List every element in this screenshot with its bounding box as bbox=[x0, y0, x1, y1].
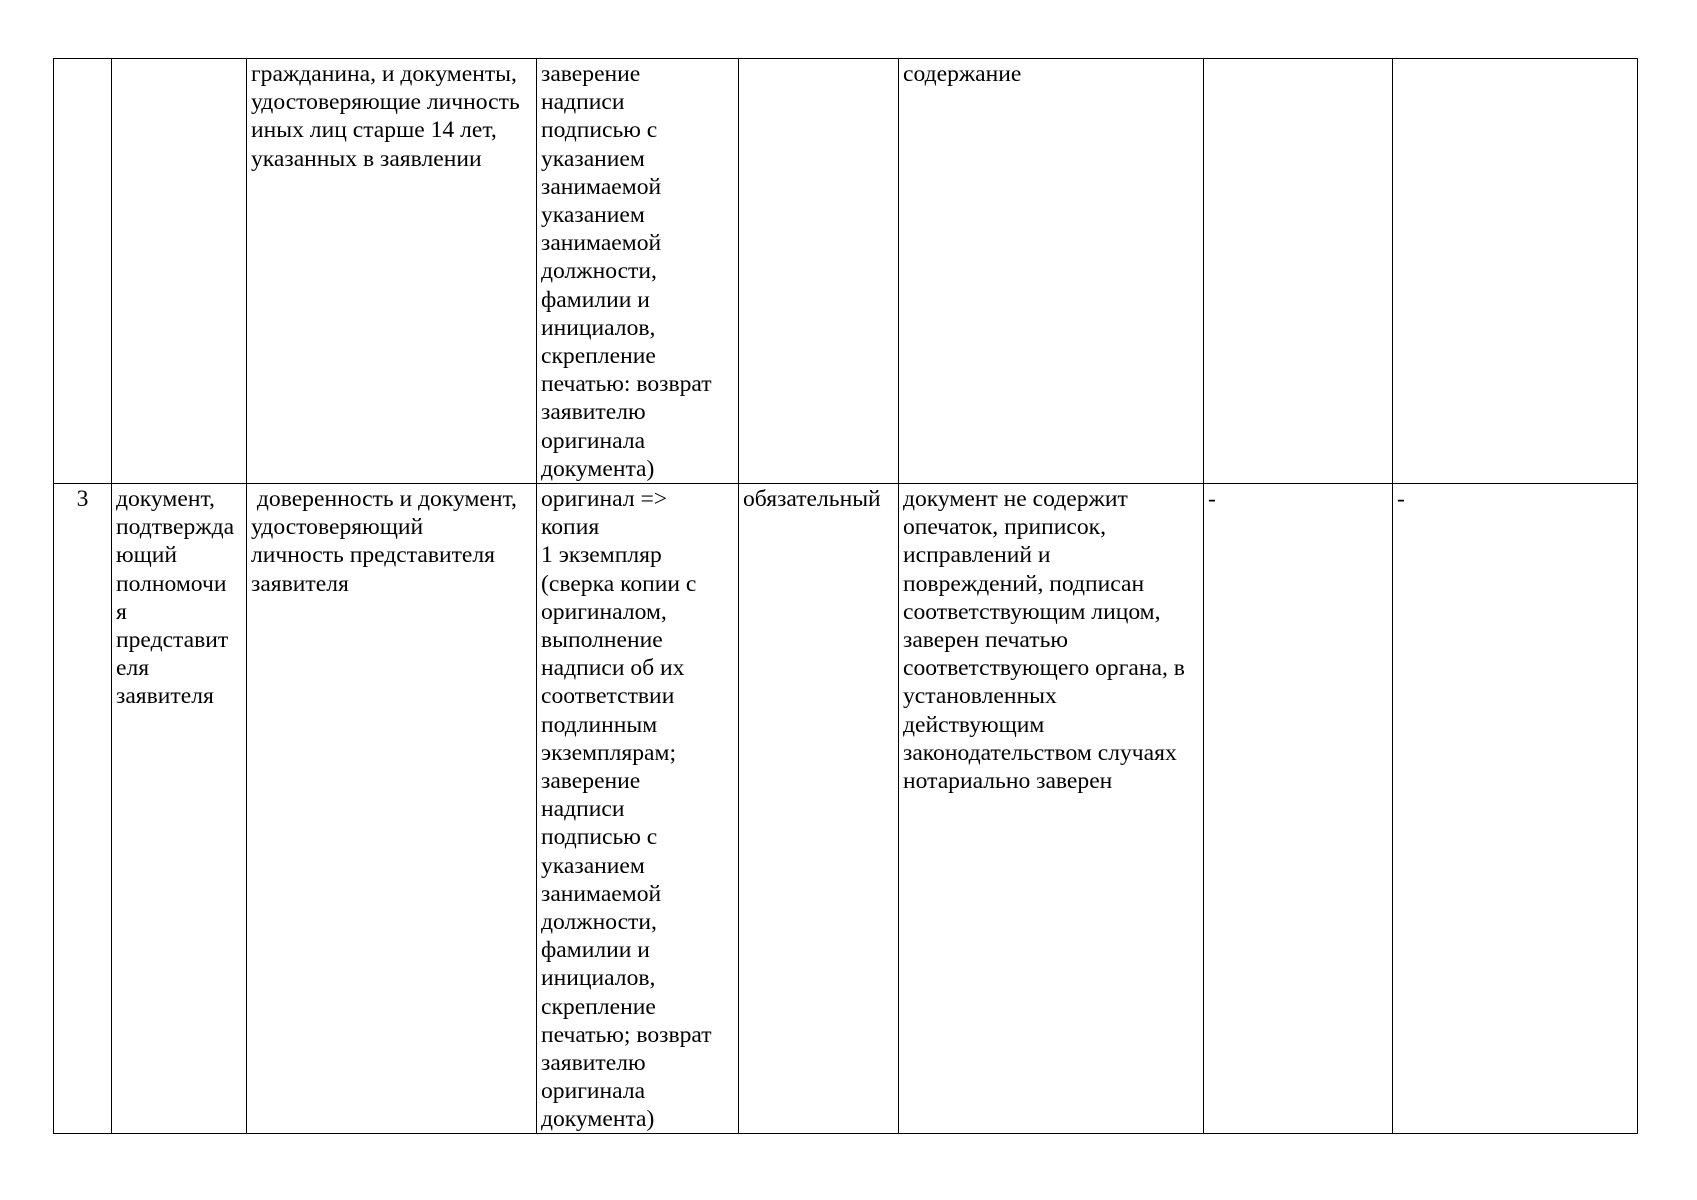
cell-text-line: занимаемой bbox=[541, 880, 662, 907]
cell-row1-sample bbox=[1393, 59, 1638, 484]
cell-text-line: документ не содержит bbox=[903, 486, 1128, 512]
cell-text-line: занимаемой bbox=[541, 230, 662, 257]
cell-text-line: оригинала bbox=[541, 1078, 646, 1105]
cell-text-line: заявителя bbox=[251, 570, 349, 597]
cell-text-line: должности, bbox=[541, 258, 657, 285]
cell-text-line: надписи об их bbox=[541, 655, 685, 682]
cell-text-line: установленных bbox=[903, 683, 1057, 710]
cell-row1-number bbox=[54, 59, 112, 484]
cell-text-line: указанием bbox=[541, 852, 645, 879]
cell-text-line: указанием bbox=[541, 145, 645, 172]
cell-row1-copies-and-handling bbox=[537, 59, 739, 484]
cell-row1-requirement bbox=[739, 59, 899, 484]
cell-text-line: указанием bbox=[541, 202, 645, 229]
cell-text-line: соответствующим лицом, bbox=[903, 598, 1161, 625]
cell-text-line: опечаток, приписок, bbox=[903, 514, 1107, 541]
cell-text-line: оригинала bbox=[541, 427, 646, 454]
cell-text-line: документ, bbox=[116, 486, 215, 512]
cell-text-line: подлинным bbox=[541, 711, 658, 738]
cell-row1-document-name bbox=[112, 59, 247, 484]
cell-text-line: скрепление bbox=[541, 993, 656, 1020]
cell-text-line: - bbox=[1397, 486, 1405, 512]
cell-text-line: подписью с bbox=[541, 824, 658, 851]
cell-text-line: я bbox=[116, 598, 127, 625]
cell-text-line: документа) bbox=[541, 455, 655, 482]
cell-text-line: повреждений, подписан bbox=[903, 570, 1145, 597]
cell-row2-document-requirements bbox=[899, 484, 1204, 1134]
cell-text-line: полномочи bbox=[116, 570, 227, 597]
cell-row2-document-type bbox=[247, 484, 537, 1134]
cell-text-line: ющий bbox=[116, 542, 178, 569]
cell-text-line: фамилии и bbox=[541, 937, 650, 964]
cell-text-line: заверение bbox=[541, 768, 641, 795]
cell-text-line: копия bbox=[541, 514, 600, 541]
cell-text-line: надписи bbox=[541, 796, 625, 823]
cell-text-line: соответствии bbox=[541, 683, 675, 710]
cell-text-line: печатью: возврат bbox=[541, 371, 712, 398]
cell-text-line: заявителю bbox=[541, 1050, 646, 1077]
cell-text-line: нотариально заверен bbox=[903, 768, 1113, 795]
cell-text-line: инициалов, bbox=[541, 314, 656, 341]
cell-text-line: заверен печатью bbox=[903, 627, 1068, 654]
cell-text-line: (сверка копии с bbox=[541, 570, 697, 597]
cell-text-line: обязательный bbox=[743, 486, 881, 512]
cell-row2-document-name bbox=[112, 484, 247, 1134]
cell-text-line: представит bbox=[116, 627, 229, 654]
cell-text-line: - bbox=[1208, 486, 1216, 512]
cell-text-line: содержание bbox=[903, 61, 1022, 87]
cell-text-line: личность представителя bbox=[251, 542, 496, 569]
cell-text-line: 3 bbox=[76, 486, 89, 512]
cell-text-line: заверение bbox=[541, 61, 641, 87]
cell-text-line: оригинал => bbox=[541, 486, 668, 512]
cell-text-line: скрепление bbox=[541, 343, 656, 370]
cell-row1-document-type bbox=[247, 59, 537, 484]
cell-text-line: указанных в заявлении bbox=[251, 145, 482, 172]
cell-text-line: иных лиц старше 14 лет, bbox=[251, 117, 497, 144]
cell-text-line: удостоверяющий bbox=[251, 514, 424, 541]
cell-text-line: документа) bbox=[541, 1106, 655, 1133]
cell-text-line: гражданина, и документы, bbox=[251, 61, 517, 87]
cell-row2-number bbox=[54, 484, 112, 1134]
document-table bbox=[53, 58, 1638, 1134]
cell-text-line: подтвержда bbox=[116, 514, 235, 541]
cell-text-line: удостоверяющие личность bbox=[251, 89, 520, 116]
cell-text-line: инициалов, bbox=[541, 965, 656, 992]
cell-row2-requirement bbox=[739, 484, 899, 1134]
cell-row1-document-requirements bbox=[899, 59, 1204, 484]
cell-text-line: действующим bbox=[903, 711, 1045, 738]
cell-text-line: подписью с bbox=[541, 117, 658, 144]
cell-text-line: фамилии и bbox=[541, 286, 650, 313]
cell-text-line: экземплярам; bbox=[541, 739, 677, 766]
cell-text-line: соответствующего органа, в bbox=[903, 655, 1185, 682]
cell-row2-sample bbox=[1393, 484, 1638, 1134]
cell-text-line: законодательством случаях bbox=[903, 739, 1177, 766]
cell-text-line: заявителя bbox=[116, 683, 214, 710]
cell-row2-form bbox=[1204, 484, 1393, 1134]
cell-text-line: 1 экземпляр bbox=[541, 542, 662, 569]
cell-row1-form bbox=[1204, 59, 1393, 484]
cell-text-line: печатью; возврат bbox=[541, 1021, 712, 1048]
cell-text-line: доверенность и документ, bbox=[251, 486, 517, 512]
cell-text-line: должности, bbox=[541, 909, 657, 936]
cell-text-line: надписи bbox=[541, 89, 625, 116]
cell-text-line: исправлений и bbox=[903, 542, 1051, 569]
cell-text-line: еля bbox=[116, 655, 150, 682]
cell-text-line: оригиналом, bbox=[541, 598, 667, 625]
cell-text-line: выполнение bbox=[541, 627, 663, 654]
cell-text-line: заявителю bbox=[541, 399, 646, 426]
cell-row2-copies-and-handling bbox=[537, 484, 739, 1134]
cell-text-line: занимаемой bbox=[541, 173, 662, 200]
